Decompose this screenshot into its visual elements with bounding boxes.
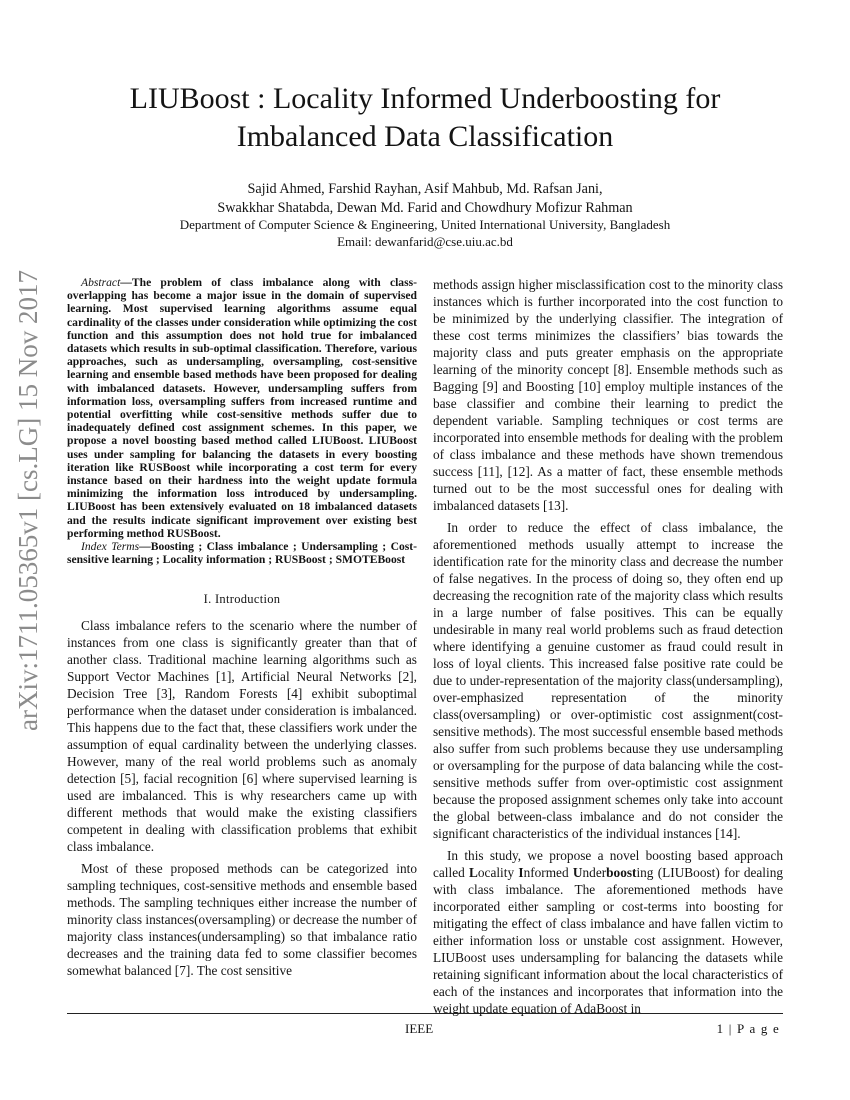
affiliation: Department of Computer Science & Engineering, United International University, Bangladesh — [179, 217, 671, 232]
name-letter-u: U — [572, 865, 583, 880]
index-terms-label: Index Terms — [81, 540, 140, 554]
intro-paragraph-1: Class imbalance refers to the scenario where the number of instances from one class is significantly greater than that of another class. Traditional machine learning algorithms such as Support Vector Machines [1], Artificial Neural Networks [2], Decision Tree [3], Random Forests [4] exhibit suboptimal performance when the dataset under consideration is imbalanced. This happens due to the fact that, these classifiers work under the assumption of equal cardinality between the underlying classes. However, many of the real world problems such as anomaly detection [5], facial recognition [6] where supervised learning is used are imbalanced. This is why researchers came up with different methods that would make the existing classifiers competent in dealing with classification problems that exhibit class imbalance. — [67, 618, 417, 855]
name-letter-i: I — [518, 865, 524, 880]
name-word-boost: boost — [606, 865, 637, 880]
intro-paragraph-2-continued: methods assign higher misclassification cost to the minority class instances which is further incorporated into the cost function to be minimized by the underlying classifier. The integration of these cost terms minimizes the classifiers’ bias towards the majority class and puts greater emphasis on the appropriate learning of the minority concept [8]. Ensemble methods such as Bagging [9] and Boosting [10] employ multiple instances of the base classifier and combine their learning to predict the dependent variable. Sampling techniques or cost terms are incorporated into ensemble methods for dealing with the problem of class imbalance and these methods have shown tremendous success [11], [12]. As a matter of fact, these ensemble methods turned out to be the most successful ones for dealing with imbalanced datasets [13]. — [433, 277, 783, 513]
index-terms: Index Terms—Boosting ; Class imbalance ; Undersampling ; Cost-sensitive learning ; Locality information ; RUSBoost ; SMOTEBoost — [67, 540, 417, 567]
authors-line-1: Sajid Ahmed, Farshid Rayhan, Asif Mahbub, Md. Rafsan Jani, — [247, 181, 603, 197]
title-line-2: Imbalanced Data Classification — [236, 120, 614, 153]
footer-venue: IEEE — [405, 1021, 434, 1036]
intro-paragraph-3: In order to reduce the effect of class imbalance, the aforementioned methods usually attempt to increase the identification rate for the minority class and decrease the number of false negatives. In the process of doing so, they often end up decreasing the recognition rate of the majority class which results in a large number of false positives. This can be equally undesirable in many real world problems such as fraud detection where identifying a genuine customer as fraud could result in loss of loyal clients. This increased false positive rate could be due to under-representation of the majority class(undersampling), over-emphasized representation of the minority class(oversampling) or over-optimistic cost assignment(cost-sensitive methods). The most successful ensemble based methods also suffer from such problems because they use undersampling or oversampling for the purpose of data balancing while the cost-sensitive methods suffer from over-optimistic cost assignment because the proposed assignment schemes only take into account the global between-class imbalance and do not consider the significant characteristics of the individual instances [14]. — [433, 520, 783, 841]
right-column — [433, 276, 783, 1017]
abstract-label: Abstract — [81, 276, 121, 289]
p4-body-text: for dealing with class imbalance. The aforementioned methods have incorporated either sampling or cost-terms into boosting for mitigating the effect of class imbalance and have fallen victim to either information loss or unstable cost assignment. However, LIUBoost uses undersampling for balancing the datasets while retaining significant information about the local characteristics of each of the instances and incorporates that information into the weight update equation of AdaBoost in — [433, 865, 783, 1016]
paper-title — [70, 80, 780, 156]
page-number: 1 | P a g e — [716, 1021, 780, 1036]
affiliation-block — [70, 216, 780, 250]
email: Email: dewanfarid@cse.uiu.ac.bd — [337, 234, 513, 249]
name-word-nder: nder — [582, 865, 607, 880]
name-letter-l: L — [469, 865, 478, 880]
name-word-ocality: ocality — [477, 865, 519, 880]
section-heading-introduction: I. Introduction — [203, 592, 281, 607]
name-word-ing: ing (LIUBoost) — [636, 865, 720, 880]
abstract: Abstract—The problem of class imbalance along with class-overlapping has become a major issue in the domain of supervised learning. Most supervised learning algorithms assume equal cardinality of the classes under consideration while optimizing the cost function and this assumption does not hold true for imbalanced datasets which results in sub-optimal classification. Therefore, various approaches, such as undersampling, oversampling, cost-sensitive learning and ensemble based methods have been proposed for dealing with imbalanced datasets. However, undersampling suffers from information loss, oversampling suffers from increased runtime and potential overfitting while cost-sensitive methods suffer due to inadequately defined cost assignment schemes. In this paper, we propose a novel boosting based method called LIUBoost. LIUBoost uses under sampling for balancing the datasets in every boosting iteration like RUSBoost while incorporating a cost term for every instance based on their hardness into the weight update formula minimizing the information loss introduced by undersampling. LIUBoost has been extensively evaluated on 18 imbalanced datasets and the results indicate significant improvement over existing best performing method RUSBoost. — [67, 276, 417, 540]
intro-paragraph-2: Most of these proposed methods can be categorized into sampling techniques, cost-sensitive methods and ensemble based methods. The sampling techniques either increase the number of minority class instances(oversampling) or decrease the number of majority class instances(undersampling) so that imbalance ratio decreases and the training data fed to some classifier becomes somewhat balanced [7]. The cost sensitive — [67, 861, 417, 979]
title-line-1: LIUBoost : Locality Informed Underboosting for — [129, 82, 721, 115]
arxiv-stamp — [8, 260, 48, 740]
author-list — [70, 180, 780, 218]
footer-divider — [67, 1013, 783, 1014]
abstract-text: The problem of class imbalance along with class-overlapping has become a major issue in the domain of supervised learning. Most supervised learning algorithms assume equal cardinality of the classes under consideration while optimizing the cost function and this assumption does not hold true for imbalanced datasets which results in sub-optimal classification. Therefore, various approaches, such as undersampling, oversampling, cost-sensitive learning and ensemble based methods have been proposed for dealing with imbalanced datasets. However, undersampling suffers from information loss, oversampling suffers from increased runtime and potential overfitting while cost-sensitive methods suffer due to inadequately defined cost assignment schemes. In this paper, we propose a novel boosting based method called LIUBoost. LIUBoost uses under sampling for balancing the datasets in every boosting iteration like RUSBoost while incorporating a cost term for every instance based on their hardness into the weight update formula minimizing the information loss introduced by undersampling. LIUBoost has been extensively evaluated on 18 imbalanced datasets and the results indicate significant improvement over existing best performing method RUSBoost. — [67, 276, 417, 540]
intro-paragraph-4 — [433, 847, 783, 1017]
left-column — [67, 276, 417, 979]
name-word-nformed: nformed — [523, 865, 573, 880]
authors-line-2: Swakkhar Shatabda, Dewan Md. Farid and Chowdhury Mofizur Rahman — [217, 200, 633, 216]
arxiv-id: arXiv:1711.05365v1 [cs.LG] 15 Nov 2017 — [12, 269, 43, 731]
index-terms-text: Boosting ; Class imbalance ; Undersampling ; Cost-sensitive learning ; Locality information ; RUSBoost ; SMOTEBoost — [67, 540, 417, 567]
p4-intro-text: In this study, we propose a novel boosting based approach called — [433, 848, 783, 880]
